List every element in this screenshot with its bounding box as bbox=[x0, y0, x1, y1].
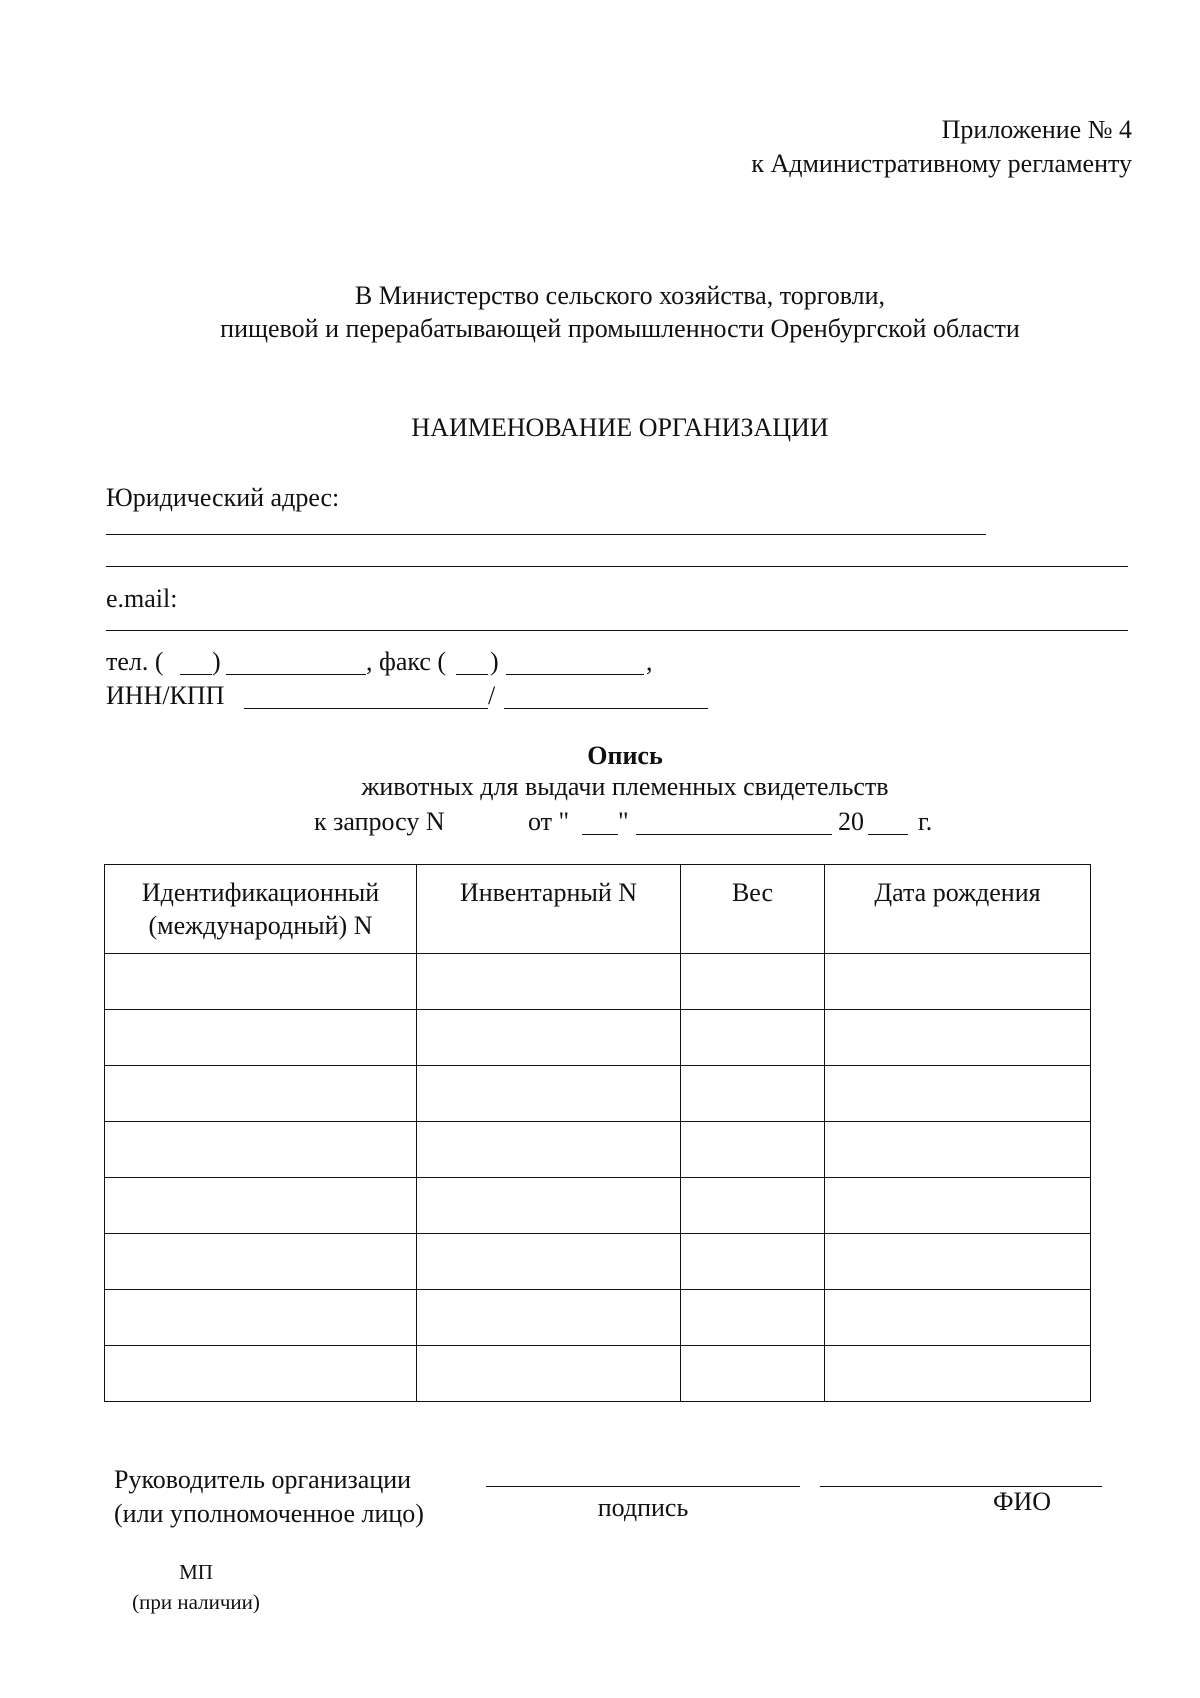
table-row bbox=[105, 1290, 1091, 1346]
table-row bbox=[105, 954, 1091, 1010]
weight-cell[interactable] bbox=[681, 1122, 825, 1178]
fax-paren-close: ) bbox=[490, 647, 499, 676]
request-month-line[interactable] bbox=[636, 834, 832, 835]
legal-address-line-1[interactable] bbox=[106, 534, 986, 535]
birth-date-cell[interactable] bbox=[825, 1234, 1091, 1290]
request-year-suffix: г. bbox=[918, 807, 933, 836]
document-subtitle: животных для выдачи племенных свидетельств bbox=[361, 772, 889, 801]
organization-name-heading: НАИМЕНОВАНИЕ ОРГАНИЗАЦИИ bbox=[411, 413, 829, 442]
inn-line[interactable] bbox=[244, 708, 488, 709]
inventory-number-cell[interactable] bbox=[417, 954, 681, 1010]
tel-paren-close: ) bbox=[212, 647, 221, 676]
fax-code-line[interactable] bbox=[456, 674, 488, 675]
inventory-number-cell[interactable] bbox=[417, 1010, 681, 1066]
request-year-prefix: 20 bbox=[838, 807, 864, 836]
request-day-line[interactable] bbox=[582, 834, 618, 835]
signature-caption: подпись bbox=[597, 1493, 689, 1522]
table-header-row bbox=[105, 865, 1091, 954]
birth-date-cell[interactable] bbox=[825, 1122, 1091, 1178]
identification-number-cell[interactable] bbox=[105, 1290, 417, 1346]
request-date-from-label: от " bbox=[528, 807, 570, 836]
inn-kpp-slash: / bbox=[488, 681, 496, 710]
tel-number-line[interactable] bbox=[226, 674, 366, 675]
identification-number-cell[interactable] bbox=[105, 1010, 417, 1066]
inventory-number-cell[interactable] bbox=[417, 1346, 681, 1402]
weight-cell[interactable] bbox=[681, 1290, 825, 1346]
identification-number-cell[interactable] bbox=[105, 954, 417, 1010]
table-row bbox=[105, 1010, 1091, 1066]
inventory-number-cell[interactable] bbox=[417, 1066, 681, 1122]
addressee-line-2: пищевой и перерабатывающей промышленности Оренбургской области bbox=[220, 314, 1020, 343]
identification-number-cell[interactable] bbox=[105, 1178, 417, 1234]
inn-kpp-label: ИНН/КПП bbox=[106, 681, 225, 710]
inventory-number-cell[interactable] bbox=[417, 1234, 681, 1290]
stamp-note: (при наличии) bbox=[132, 1590, 260, 1614]
appendix-reference: к Административному регламенту bbox=[751, 149, 1132, 178]
birth-date-cell[interactable] bbox=[825, 1346, 1091, 1402]
birth-date-cell[interactable] bbox=[825, 1178, 1091, 1234]
stamp-label: МП bbox=[179, 1560, 213, 1584]
weight-cell[interactable] bbox=[681, 1346, 825, 1402]
signatory-role-line-1: Руководитель организации bbox=[114, 1465, 412, 1494]
birth-date-cell[interactable] bbox=[825, 1010, 1091, 1066]
legal-address-line-2[interactable] bbox=[106, 566, 1128, 567]
birth-date-cell[interactable] bbox=[825, 1066, 1091, 1122]
kpp-line[interactable] bbox=[504, 708, 708, 709]
fax-comma: , bbox=[646, 647, 653, 676]
table-row bbox=[105, 1122, 1091, 1178]
request-year-line[interactable] bbox=[868, 834, 908, 835]
email-label: e.mail: bbox=[106, 584, 178, 613]
request-quote-close: " bbox=[618, 807, 629, 836]
addressee-line-1: В Министерство сельского хозяйства, торговли, bbox=[354, 281, 886, 310]
table-row bbox=[105, 1346, 1091, 1402]
birth-date-cell[interactable] bbox=[825, 1290, 1091, 1346]
signatory-role-line-2: (или уполномоченное лицо) bbox=[114, 1499, 424, 1528]
weight-cell[interactable] bbox=[681, 1178, 825, 1234]
identification-number-cell[interactable] bbox=[105, 1346, 417, 1402]
inventory-number-cell[interactable] bbox=[417, 1290, 681, 1346]
signature-line[interactable] bbox=[486, 1486, 800, 1487]
column-header-identification-number: Идентификационный (международный) N bbox=[105, 865, 417, 954]
email-line[interactable] bbox=[106, 630, 1128, 631]
table-row bbox=[105, 1066, 1091, 1122]
table-row bbox=[105, 1234, 1091, 1290]
animal-inventory-table bbox=[104, 864, 1091, 1402]
column-header-weight: Вес bbox=[681, 865, 825, 954]
appendix-number: Приложение № 4 bbox=[941, 115, 1132, 144]
identification-number-cell[interactable] bbox=[105, 1066, 417, 1122]
request-number-label: к запросу N bbox=[314, 807, 445, 836]
table-row bbox=[105, 1178, 1091, 1234]
column-header-inventory-number: Инвентарный N bbox=[417, 865, 681, 954]
inventory-number-cell[interactable] bbox=[417, 1122, 681, 1178]
column-header-birth-date: Дата рождения bbox=[825, 865, 1091, 954]
birth-date-cell[interactable] bbox=[825, 954, 1091, 1010]
document-title: Опись bbox=[587, 741, 663, 770]
weight-cell[interactable] bbox=[681, 1234, 825, 1290]
tel-code-line[interactable] bbox=[180, 674, 212, 675]
weight-cell[interactable] bbox=[681, 1010, 825, 1066]
legal-address-label: Юридический адрес: bbox=[106, 483, 340, 512]
fax-number-line[interactable] bbox=[506, 674, 644, 675]
full-name-caption: ФИО bbox=[992, 1487, 1052, 1516]
identification-number-cell[interactable] bbox=[105, 1234, 417, 1290]
fax-label: , факс ( bbox=[366, 647, 447, 676]
inventory-number-cell[interactable] bbox=[417, 1178, 681, 1234]
weight-cell[interactable] bbox=[681, 954, 825, 1010]
table-body bbox=[105, 954, 1091, 1402]
tel-label: тел. ( bbox=[106, 647, 164, 676]
identification-number-cell[interactable] bbox=[105, 1122, 417, 1178]
weight-cell[interactable] bbox=[681, 1066, 825, 1122]
